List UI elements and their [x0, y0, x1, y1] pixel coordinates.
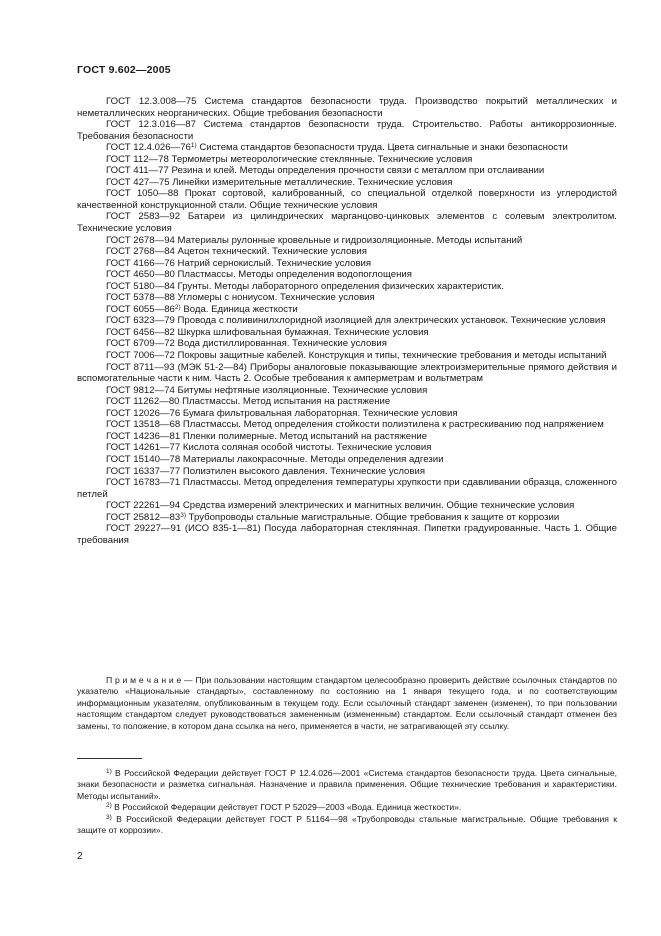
reference-item	[77, 523, 617, 546]
reference-title: Угломеры с нониусом. Технические условия	[174, 292, 375, 304]
reference-title: Натрий сернокислый. Технические условия	[174, 257, 372, 269]
reference-title: Провода с поливинилхлоридной изоляцией для электрических установок. Технические условия	[174, 315, 606, 327]
footnote-mark: 2)	[106, 802, 112, 810]
reference-item	[77, 396, 617, 408]
footnote-item	[77, 814, 617, 837]
reference-item	[77, 419, 617, 431]
reference-code: ГОСТ 12026—76	[106, 407, 181, 419]
reference-title: Пленки полимерные. Метод испытаний на растяжение	[180, 430, 428, 442]
reference-code: ГОСТ 9812—74	[106, 384, 175, 396]
reference-title: Покровы защитные кабелей. Конструкция и типы, технические требования и методы испытаний	[174, 350, 607, 362]
reference-title: Система стандартов безопасности труда. Производство покрытий металлических и неметаллических неорганических. Общие требования безопасности	[77, 96, 617, 119]
reference-code: ГОСТ 5378—88	[106, 292, 175, 304]
reference-code: ГОСТ 16783—71	[106, 477, 181, 489]
reference-item	[77, 188, 617, 211]
note-label: П р и м е ч а н и е —	[106, 675, 193, 685]
reference-item	[77, 119, 617, 142]
reference-title: Ацетон технический. Технические условия	[174, 246, 367, 258]
reference-code: ГОСТ 6323—79	[106, 315, 175, 327]
reference-code: ГОСТ 13518—68	[106, 419, 181, 431]
reference-item	[77, 327, 617, 339]
reference-code: ГОСТ 112—78	[106, 153, 169, 165]
page-number: 2	[77, 851, 83, 862]
reference-item	[77, 500, 617, 512]
reference-item	[77, 385, 617, 397]
note-block	[77, 675, 617, 732]
reference-title: Материалы лакокрасочные. Методы определения адгезии	[180, 453, 444, 465]
footnote-text: В Российской Федерации действует ГОСТ Р 12.4.026—2001 «Система стандартов безопасности труда. Цвета сигнальные, знаки безопасности и разметка сигнальная. Назначение и правила применения. Общие технические требования и характеристики. Методы испытаний».	[77, 768, 617, 801]
reference-item	[77, 177, 617, 189]
page-header: ГОСТ 9.602—2005	[77, 64, 171, 76]
reference-code: ГОСТ 12.4.026—76	[106, 142, 191, 154]
reference-item	[77, 315, 617, 327]
reference-title: Система стандартов безопасности труда. Цвета сигнальные и знаки безопасности	[196, 142, 568, 154]
reference-item	[77, 304, 617, 316]
reference-title: Вода дистиллированная. Технические условия	[174, 338, 387, 350]
reference-item	[77, 292, 617, 304]
reference-item	[77, 269, 617, 281]
reference-code: ГОСТ 7006—72	[106, 350, 175, 362]
reference-code: ГОСТ 2678—94	[106, 234, 175, 246]
reference-title: Шкурка шлифовальная бумажная. Технические условия	[174, 326, 429, 338]
reference-code: ГОСТ 22261—94	[106, 500, 181, 512]
reference-item	[77, 431, 617, 443]
reference-item	[77, 338, 617, 350]
reference-code: ГОСТ 1050—88	[106, 188, 179, 200]
footnote-mark: 1)	[106, 768, 112, 775]
reference-title: Материалы рулонные кровельные и гидроизоляционные. Методы испытаний	[174, 234, 523, 246]
reference-title: Батареи из цилиндрических марганцово-цинковых элементов с солевым электролитом. Технические условия	[77, 211, 617, 235]
reference-code: ГОСТ 14261—77	[106, 442, 181, 454]
footnote-item	[77, 802, 617, 813]
reference-code: ГОСТ 16337—77	[106, 465, 181, 477]
reference-title: Полиэтилен высокого давления. Технические условия	[180, 465, 426, 477]
reference-item	[77, 211, 617, 234]
reference-title: Грунты. Методы лабораторного определения физических характеристик.	[174, 280, 504, 292]
footnote-text: В Российской Федерации действует ГОСТ Р 51164—98 «Трубопроводы стальные магистральные. Общие требования к защите от коррозии».	[77, 813, 617, 836]
reference-title: (МЭК 51-2—84) Приборы аналоговые показывающие электроизмерительные прямого действия и вспомогательные части к ним. Часть 2. Особые требования к амперметрам и вольтметрам	[77, 361, 617, 385]
reference-item	[77, 350, 617, 362]
reference-code: ГОСТ 4650—80	[106, 269, 175, 281]
reference-code: ГОСТ 2768—84	[106, 246, 175, 258]
reference-item	[77, 235, 617, 247]
note-text: При пользовании настоящим стандартом целесообразно проверить действие ссылочных стандартов по указателю «Национальные стандарты», составленному по состоянию на 1 января текущего года, и по соответствующим информационным указателям, опубликованным в текущем году. Если ссылочный стандарт заменен (изменен), то при пользовании настоящим стандартом следует руководствоваться замененным (измененным) стандартом. Если ссылочный стандарт отменен без замены, то положение, в котором дана ссылка на него, применяется в части, не затрагивающей эту ссылку.	[77, 675, 617, 731]
footnote-mark: 3)	[106, 813, 112, 821]
footnote-separator	[77, 758, 142, 759]
reference-title: Система стандартов безопасности труда. Строительство. Работы антикоррозионные. Требования безопасности	[77, 119, 617, 142]
reference-item	[77, 466, 617, 478]
reference-code: ГОСТ 12.3.016—87	[106, 119, 196, 131]
reference-code: ГОСТ 8711—93	[106, 361, 175, 373]
reference-title: Бумага фильтровальная лабораторная. Технические условия	[180, 407, 458, 419]
reference-code: ГОСТ 4166—76	[106, 257, 175, 269]
reference-title: Термометры метеорологические стеклянные. Технические условия	[168, 153, 473, 165]
reference-title: Битумы нефтяные изоляционные. Технические условия	[174, 384, 428, 396]
reference-item	[77, 142, 617, 154]
reference-code: ГОСТ 427—75	[106, 176, 170, 188]
reference-title: Кислота соляная особой чистоты. Технические условия	[180, 442, 432, 454]
footnote-text: В Российской Федерации действует ГОСТ Р 52029—2003 «Вода. Единица жесткости».	[111, 802, 462, 813]
reference-item	[77, 96, 617, 119]
reference-code: ГОСТ 15140—78	[106, 453, 181, 465]
reference-code: ГОСТ 6709—72	[106, 338, 175, 350]
reference-item	[77, 512, 617, 524]
reference-title: Прокат сортовой, калиброванный, со специальной отделкой поверхности из углеродистой качественной конструкционной стали. Общие технические условия	[77, 188, 617, 211]
reference-title: Пластмассы. Метод испытания на растяжение	[179, 396, 391, 408]
reference-item	[77, 442, 617, 454]
footnotes	[77, 768, 617, 837]
reference-item	[77, 362, 617, 385]
reference-code: ГОСТ 6055—86	[106, 303, 175, 315]
reference-item	[77, 165, 617, 177]
reference-item	[77, 408, 617, 420]
reference-title: Пластмассы. Метод определения стойкости полиэтилена к растрескиванию под напряжением	[180, 419, 604, 431]
reference-item	[77, 477, 617, 500]
reference-item	[77, 454, 617, 466]
reference-code: ГОСТ 29227—91	[106, 523, 182, 535]
reference-item	[77, 281, 617, 293]
reference-code: ГОСТ 2583—92	[106, 211, 181, 223]
reference-title: (ИСО 835-1—81) Посуда лабораторная стеклянная. Пипетки градуированные. Часть 1. Общие требования	[77, 523, 617, 546]
reference-item	[77, 246, 617, 258]
reference-title: Трубопроводы стальные магистральные. Общие требования к защите от коррозии	[185, 511, 560, 523]
reference-code: ГОСТ 14236—81	[106, 430, 181, 442]
reference-code: ГОСТ 12.3.008—75	[106, 96, 197, 107]
reference-title: Пластмассы. Методы определения водопоглощения	[174, 269, 412, 281]
reference-code: ГОСТ 11262—80	[106, 396, 180, 408]
reference-title: Резина и клей. Методы определения прочности связи с металлом при отслаивании	[168, 165, 545, 177]
reference-code: ГОСТ 6456—82	[106, 326, 175, 338]
reference-title: Линейки измерительные металлические. Технические условия	[169, 176, 453, 188]
note-paragraph	[77, 675, 617, 732]
reference-code: ГОСТ 5180—84	[106, 280, 175, 292]
reference-title: Пластмассы. Метод определения температуры хрупкости при сдавливании образца, сложенного петлей	[77, 477, 617, 500]
footnote-item	[77, 768, 617, 802]
footnote-marker: 1)	[190, 142, 197, 150]
reference-item	[77, 154, 617, 166]
reference-code: ГОСТ 411—77	[106, 165, 169, 177]
reference-item	[77, 258, 617, 270]
normative-references	[77, 96, 617, 546]
reference-title: Средства измерений электрических и магнитных величин. Общие технические условия	[180, 500, 575, 512]
reference-code: ГОСТ 25812—83	[106, 511, 181, 523]
reference-title: Вода. Единица жесткости	[180, 303, 298, 315]
footnote-marker: 3)	[180, 511, 186, 519]
footnote-marker: 2)	[174, 303, 181, 311]
